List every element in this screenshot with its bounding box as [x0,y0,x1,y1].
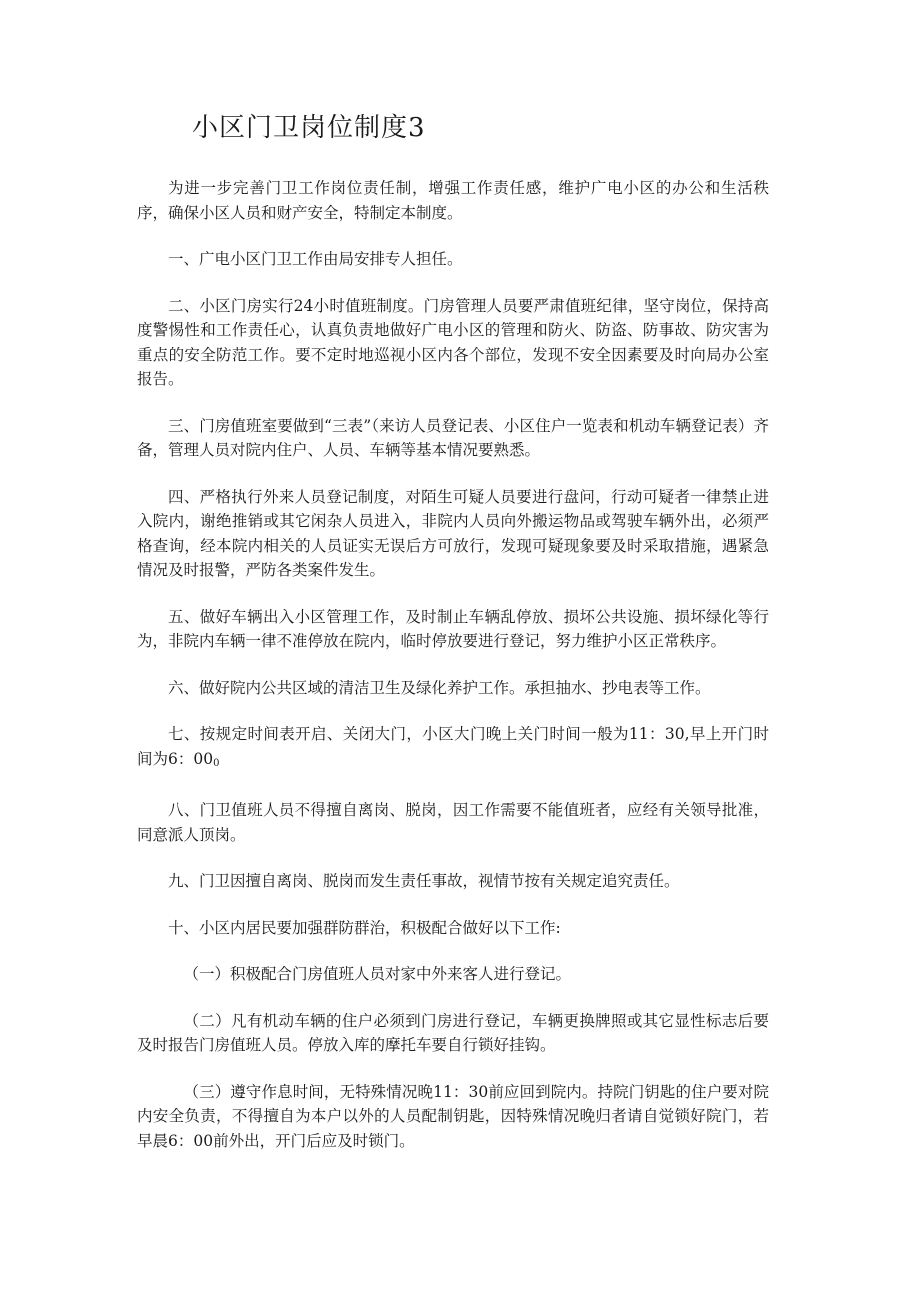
document-title: 小区门卫岗位制度3 [192,113,426,143]
paragraph-7-text: 七、按规定时间表开启、关闭大门，小区大门晚上关门时间一般为11：30,早上开门时间为6：00 [137,725,769,768]
paragraph-8: 八、门卫值班人员不得擅自离岗、脱岗，因工作需要不能值班者，应经有关领导批准，同意派人顶岗。 [137,801,769,844]
paragraph-10: 十、小区内居民要加强群防群治，积极配合做好以下工作: [168,918,561,937]
paragraph-4: 四、严格执行外来人员登记制度，对陌生可疑人员要进行盘问，行动可疑者一律禁止进入院内，谢绝推销或其它闲杂人员进入，非院内人员向外搬运物品或驾驶车辆外出，必须严格查询，经本院内相关的人员证实无误后方可放行，发现可疑现象要及时采取措施，遇紧急情况及时报警，严防各类案件发生。 [137,487,769,579]
paragraph-2: 二、小区门房实行24小时值班制度。门房管理人员要严肃值班纪律，坚守岗位，保持高度警惕性和工作责任心，认真负责地做好广电小区的管理和防火、防盗、防事故、防灾害为重点的安全防范工作。要不定时地巡视小区内各个部位，发现不安全因素要及时向局办公室报告。 [137,296,769,388]
paragraph-9: 九、门卫因擅自离岗、脱岗而发生责任事故，视情节按有关规定追究责任。 [168,872,680,890]
paragraph-5: 五、做好车辆出入小区管理工作，及时制止车辆乱停放、损坏公共设施、损坏绿化等行为，非院内车辆一律不准停放在院内，临时停放要进行登记，努力维护小区正常秩序。 [137,607,769,650]
sub-item-3: （三）遵守作息时间，无特殊情况晚11：30前应回到院内。持院门钥匙的住户要对院内安全负责，不得擅自为本户以外的人员配制钥匙，因特殊情况晚归者请自觉锁好院门，若早晨6：00前外出，开门后应及时锁门。 [137,1082,769,1150]
paragraph-6: 六、做好院内公共区域的清洁卫生及绿化养护工作。承担抽水、抄电表等工作。 [168,678,711,697]
sub-item-2: （二）凡有机动车辆的住户必须到门房进行登记，车辆更换牌照或其它显性标志后要及时报告门房值班人员。停放入库的摩托车要自行锁好挂钩。 [137,1011,769,1054]
paragraph-1: 一、广电小区门卫工作由局安排专人担任。 [168,250,463,268]
sub-item-1: （一）积极配合门房值班人员对家中外来客人进行登记。 [183,965,572,983]
paragraph-intro: 为进一步完善门卫工作岗位责任制，增强工作责任感，维护广电小区的办公和生活秩序，确保小区人员和财产安全，特制定本制度。 [137,179,769,222]
paragraph-7-subscript: 0 [213,757,220,769]
document-body [137,176,769,1175]
paragraph-7 [137,722,769,776]
paragraph-3: 三、门房值班室要做到“三表”（来访人员登记表、小区住户一览表和机动车辆登记表）齐备，管理人员对院内住户、人员、车辆等基本情况要熟悉。 [137,416,769,459]
